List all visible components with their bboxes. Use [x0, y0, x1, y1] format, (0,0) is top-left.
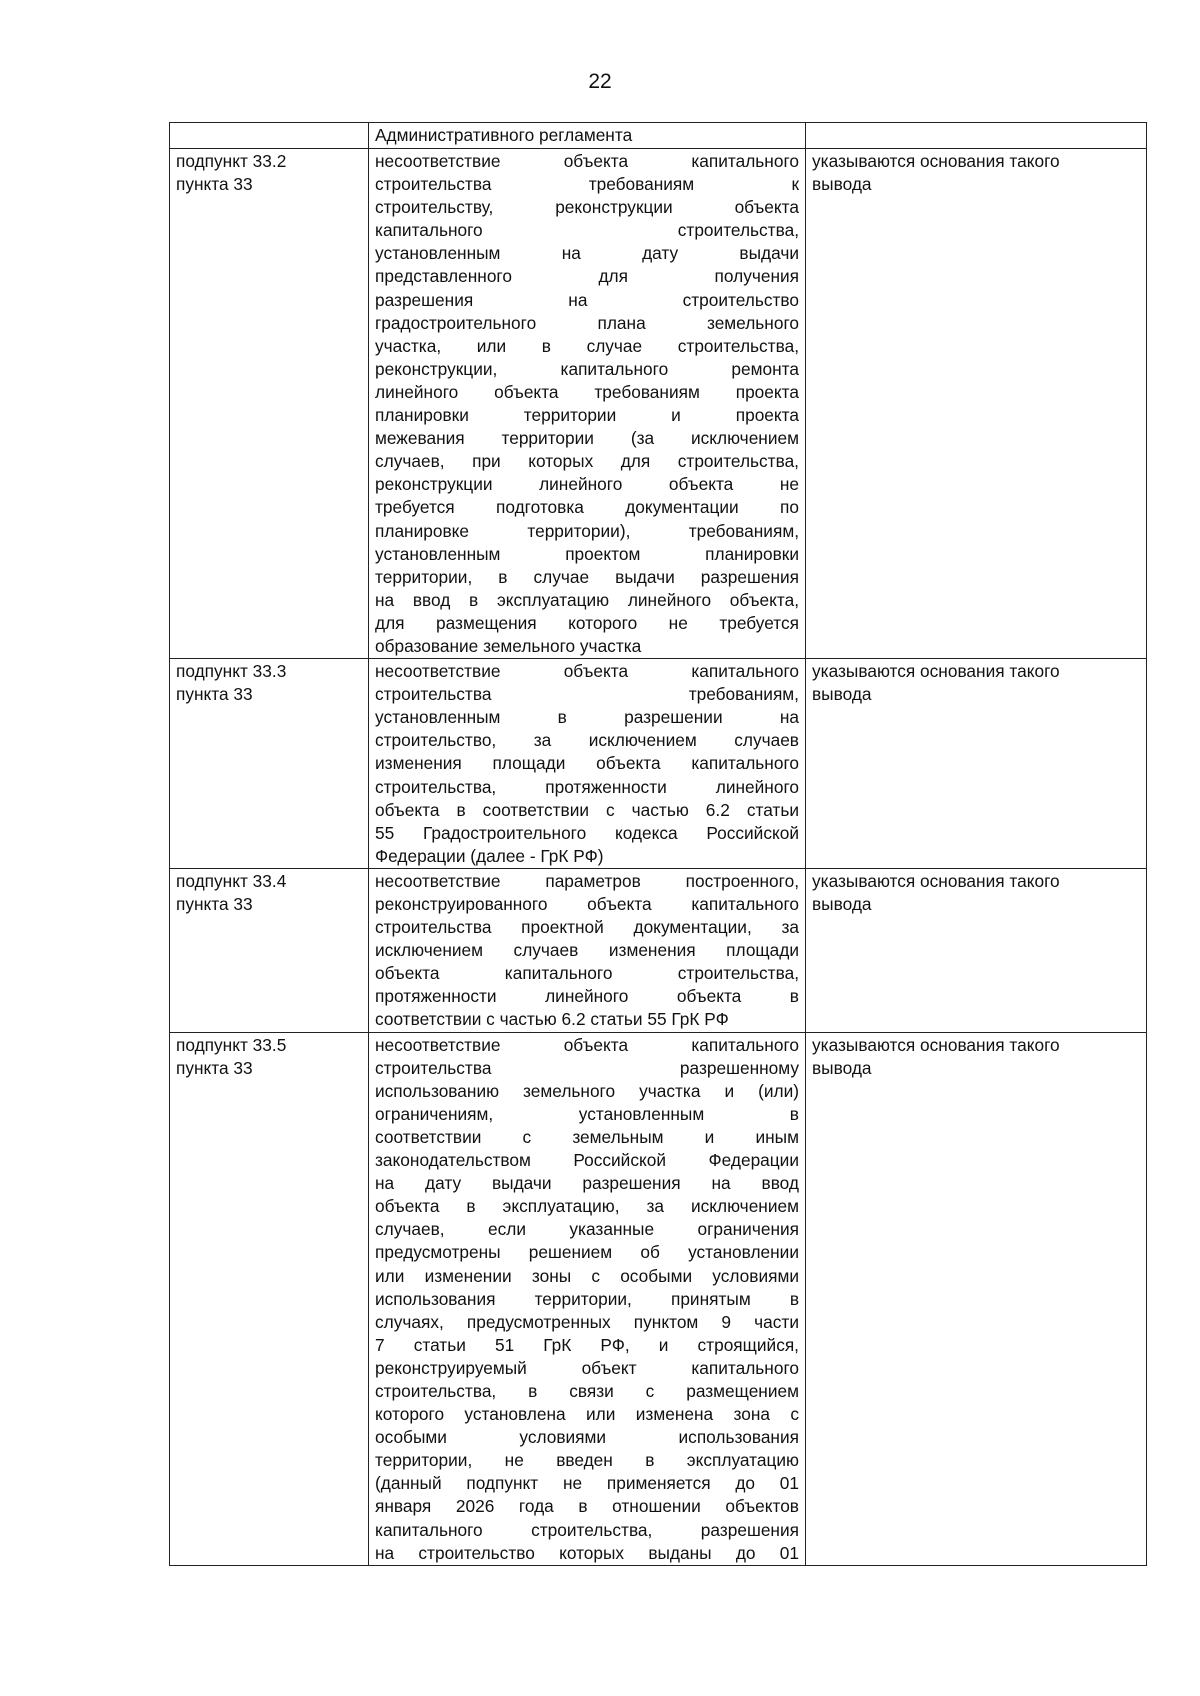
text-line: ограничениям, установленным в: [375, 1103, 799, 1124]
note-cell: [806, 659, 1147, 869]
text-line: разрешения на строительство: [375, 289, 799, 310]
text-line: капитального строительства, разрешения: [375, 1519, 799, 1540]
text-line: Федерации (далее - ГрК РФ): [375, 845, 604, 866]
text-cell: [369, 868, 806, 1032]
note-cell: [806, 868, 1147, 1032]
text-line: представленного для получения: [375, 266, 799, 287]
table-row: [170, 868, 1147, 1032]
text-line: образование земельного участка: [375, 635, 642, 656]
text-line: 55 Градостроительного кодекса Российской: [375, 822, 799, 843]
text-line: случаев, при которых для строительства,: [375, 451, 799, 472]
text-line: или изменении зоны с особыми условиями: [375, 1265, 799, 1286]
text-line: межевания территории (за исключением: [375, 428, 799, 449]
text-line: капитального строительства,: [375, 220, 799, 241]
text-line: строительство, за исключением случаев: [375, 730, 799, 751]
note-line: указываются основания такого: [812, 151, 1060, 171]
text-line: несоответствие параметров построенного,: [375, 870, 799, 891]
ref-cell: [170, 1032, 369, 1565]
table-row: [170, 659, 1147, 869]
text-line: строительства, в связи с размещением: [375, 1380, 799, 1401]
text-cell: Административного регламента: [369, 123, 806, 149]
text-line: на дату выдачи разрешения на ввод: [375, 1173, 799, 1194]
text-line: установленным проектом планировки: [375, 543, 799, 564]
text-line: строительства проектной документации, за: [375, 917, 799, 938]
ref-line: подпункт 33.5: [176, 1034, 287, 1055]
text-line: объекта в эксплуатацию, за исключением: [375, 1196, 799, 1217]
text-line: объекта в соответствии с частью 6.2 статьи: [375, 799, 799, 820]
table-row: [170, 149, 1147, 659]
ref-line: подпункт 33.2: [176, 151, 287, 171]
text-line: января 2026 года в отношении объектов: [375, 1496, 799, 1517]
text-line: законодательством Российской Федерации: [375, 1150, 799, 1171]
text-line: использования территории, принятым в: [375, 1288, 799, 1309]
text-line: несоответствие объекта капитального: [375, 661, 799, 682]
ref-line: подпункт 33.4: [176, 870, 287, 891]
text-line: градостроительного плана земельного: [375, 312, 799, 333]
text-line: реконструкции, капитального ремонта: [375, 358, 799, 379]
text-line: территории, в случае выдачи разрешения: [375, 566, 799, 587]
text-line: протяженности линейного объекта в: [375, 986, 799, 1007]
text-line: установленным на дату выдачи: [375, 243, 799, 264]
note-line: вывода: [812, 684, 872, 705]
text-line: строительства требованиям,: [375, 684, 799, 705]
text-line: объекта капитального строительства,: [375, 963, 799, 984]
text-line: изменения площади объекта капитального: [375, 753, 799, 774]
text-line: соответствии с земельным и иным: [375, 1126, 799, 1147]
ref-line: пункта 33: [176, 894, 253, 914]
text-line: планировки территории и проекта: [375, 405, 799, 426]
text-line: территории, не введен в эксплуатацию: [375, 1450, 799, 1471]
text-line: несоответствие объекта капитального: [375, 1034, 799, 1055]
ref-cell: [170, 868, 369, 1032]
text-line: линейного объекта требованиям проекта: [375, 381, 799, 402]
table-row: [170, 1032, 1147, 1565]
note-cell: [806, 149, 1147, 659]
note-line: указываются основания такого: [812, 1034, 1060, 1055]
text-line: реконструированного объекта капитального: [375, 894, 799, 914]
ref-line: пункта 33: [176, 1057, 253, 1078]
text-line: реконструируемый объект капитального: [375, 1357, 799, 1378]
text-line: особыми условиями использования: [375, 1427, 799, 1448]
table-row-continuation: [170, 123, 1147, 149]
text-line: строительству, реконструкции объекта: [375, 197, 799, 218]
text-cell: [369, 659, 806, 869]
ref-cell: [170, 123, 369, 149]
note-line: указываются основания такого: [812, 870, 1060, 891]
text-line: (данный подпункт не применяется до 01: [375, 1473, 799, 1494]
ref-cell: [170, 149, 369, 659]
text-line: которого установлена или изменена зона с: [375, 1404, 799, 1425]
text-line: установленным в разрешении на: [375, 707, 799, 728]
grounds-table: [169, 122, 1147, 1566]
text-line: исключением случаев изменения площади: [375, 940, 799, 961]
text-line: на строительство которых выданы до 01: [375, 1542, 799, 1563]
text-line: случаев, если указанные ограничения: [375, 1219, 799, 1240]
text-line: реконструкции линейного объекта не: [375, 474, 799, 495]
text-line: строительства требованиям к: [375, 174, 799, 195]
text-cell: [369, 149, 806, 659]
note-cell: [806, 1032, 1147, 1565]
text-line: требуется подготовка документации по: [375, 497, 799, 518]
ref-line: пункта 33: [176, 684, 253, 705]
text-line: использованию земельного участка и (или): [375, 1080, 799, 1101]
text-line: планировке территории), требованиям,: [375, 520, 799, 541]
page-number: 22: [588, 70, 612, 93]
note-line: вывода: [812, 174, 872, 195]
text-line: предусмотрены решением об установлении: [375, 1242, 799, 1263]
text-line: 7 статьи 51 ГрК РФ, и строящийся,: [375, 1334, 799, 1355]
text-cell: [369, 1032, 806, 1565]
text-line: несоответствие объекта капитального: [375, 151, 799, 171]
text-line: строительства разрешенному: [375, 1057, 799, 1078]
note-line: указываются основания такого: [812, 661, 1060, 682]
ref-cell: [170, 659, 369, 869]
note-line: вывода: [812, 894, 872, 914]
ref-line: подпункт 33.3: [176, 661, 287, 682]
text-line: для размещения которого не требуется: [375, 612, 799, 633]
text-line: на ввод в эксплуатацию линейного объекта,: [375, 589, 799, 610]
note-line: вывода: [812, 1057, 872, 1078]
text-line: участка, или в случае строительства,: [375, 335, 799, 356]
note-cell: [806, 123, 1147, 149]
text-line: случаях, предусмотренных пунктом 9 части: [375, 1311, 799, 1332]
ref-line: пункта 33: [176, 174, 253, 195]
text-line: соответствии с частью 6.2 статьи 55 ГрК РФ: [375, 1009, 729, 1030]
text-line: строительства, протяженности линейного: [375, 776, 799, 797]
